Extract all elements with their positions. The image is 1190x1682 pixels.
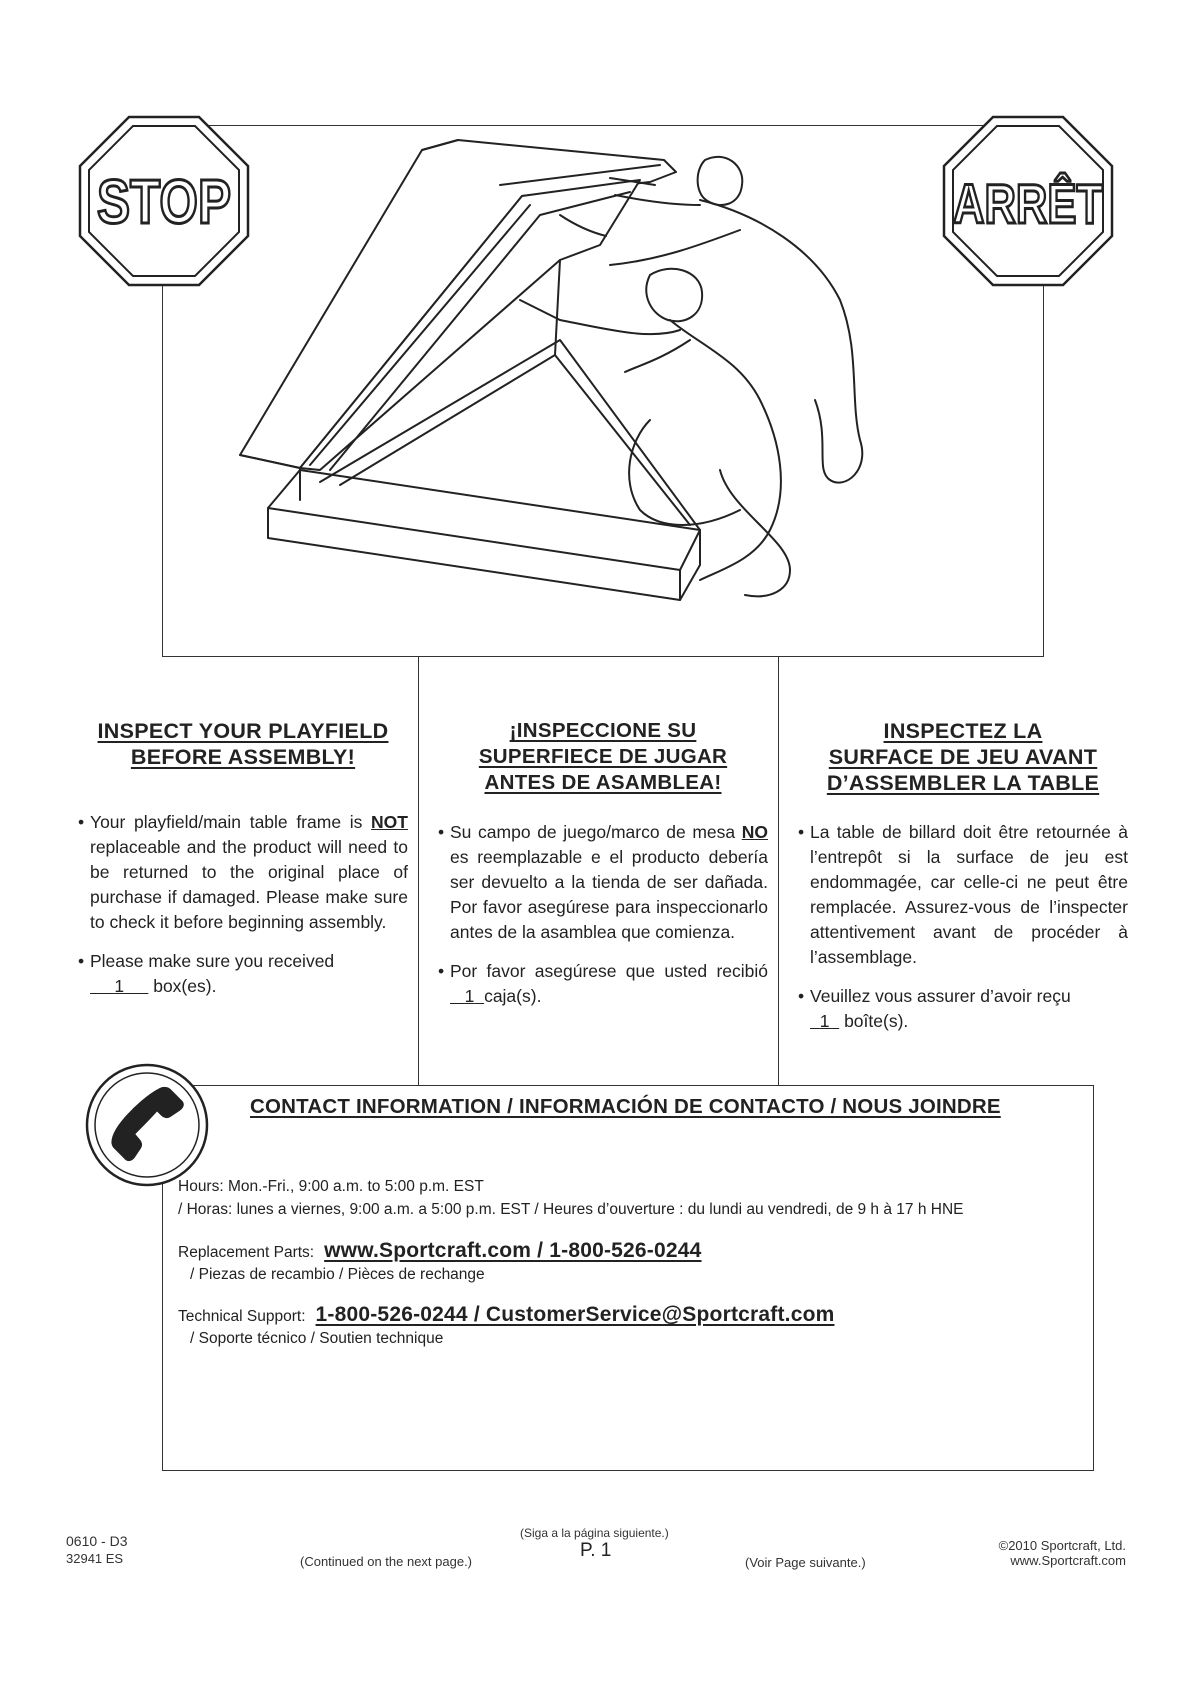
- replacement-parts-translation: / Piezas de recambio / Pièces de rechange: [190, 1266, 485, 1283]
- footer-code-1: 0610 - D3: [66, 1533, 128, 1549]
- technical-support-link[interactable]: 1-800-526-0244 / CustomerService@Sportcraft.com: [315, 1303, 835, 1326]
- stop-sign-icon: [78, 115, 250, 287]
- technical-support-label: Technical Support:: [178, 1308, 306, 1325]
- replacement-parts-label: Replacement Parts:: [178, 1244, 315, 1261]
- page-number: P. 1: [580, 1540, 612, 1561]
- phone-icon: [82, 1060, 212, 1190]
- contact-title: CONTACT INFORMATION / INFORMACIÓN DE CONTACTO / NOUS JOINDRE: [250, 1095, 1001, 1118]
- technical-support-translation: / Soporte técnico / Soutien technique: [190, 1330, 444, 1347]
- contact-hours-translations: / Horas: lunes a viernes, 9:00 a.m. a 5:00 p.m. EST / Heures d’ouverture : du lundi au vendredi, de 9 h à 17 h HNE: [178, 1201, 964, 1218]
- footer-continued-es: (Siga a la página siguiente.): [520, 1526, 669, 1540]
- replacement-parts-row: [178, 1239, 702, 1263]
- column-title: ¡INSPECCIONE SU SUPERFIECE DE JUGAR ANTES DE ASAMBLEA!: [478, 719, 728, 794]
- footer-continued-fr: (Voir Page suivante.): [745, 1555, 866, 1570]
- column-french: [798, 718, 1128, 1034]
- column-english: [78, 718, 408, 999]
- contact-hours: Hours: Mon.-Fri., 9:00 a.m. to 5:00 p.m. EST: [178, 1178, 484, 1195]
- arret-sign-icon: [942, 115, 1114, 287]
- column-divider: [418, 657, 419, 1085]
- column-title: INSPECT YOUR PLAYFIELD BEFORE ASSEMBLY!: [97, 719, 389, 769]
- technical-support-row: [178, 1303, 834, 1327]
- footer-website: www.Sportcraft.com: [1010, 1553, 1126, 1568]
- bullet-item: • Veuillez vous assurer d’avoir reçu 1 boîte(s).: [798, 984, 1128, 1034]
- column-title: INSPECTEZ LA SURFACE DE JEU AVANT D’ASSEMBLER LA TABLE: [826, 719, 1100, 795]
- bullet-item: • La table de billard doit être retournée à l’entrepôt si la surface de jeu est endommagée, car celle-ci ne peut être remplacée. Assurez-vous de l’inspecter attentivement avant de procéder à l’assemblage.: [798, 820, 1128, 970]
- arret-sign-text: ARRÊT: [953, 172, 1103, 235]
- footer-continued-en: (Continued on the next page.): [300, 1554, 473, 1569]
- footer-code-2: 32941 ES: [66, 1551, 124, 1566]
- bullet-item: • Please make sure you received 1 box(es).: [78, 949, 408, 999]
- replacement-parts-link[interactable]: www.Sportcraft.com / 1-800-526-0244: [324, 1239, 702, 1262]
- bullet-item: • Por favor asegúrese que usted recibió 1 caja(s).: [438, 959, 768, 1009]
- column-spanish: [438, 718, 768, 1009]
- stop-sign-text: STOP: [97, 168, 231, 237]
- footer-copyright: ©2010 Sportcraft, Ltd.: [998, 1538, 1126, 1553]
- bullet-item: • Su campo de juego/marco de mesa NO es reemplazable e el producto debería ser devuelto a la tienda de ser dañada. Por favor asegúrese para inspeccionarlo antes de la asamblea que comienza.: [438, 820, 768, 945]
- column-divider: [778, 657, 779, 1085]
- bullet-item: • Your playfield/main table frame is NOT replaceable and the product will need to be returned to the original place of purchase if damaged. Please make sure to check it before beginning assembly.: [78, 810, 408, 935]
